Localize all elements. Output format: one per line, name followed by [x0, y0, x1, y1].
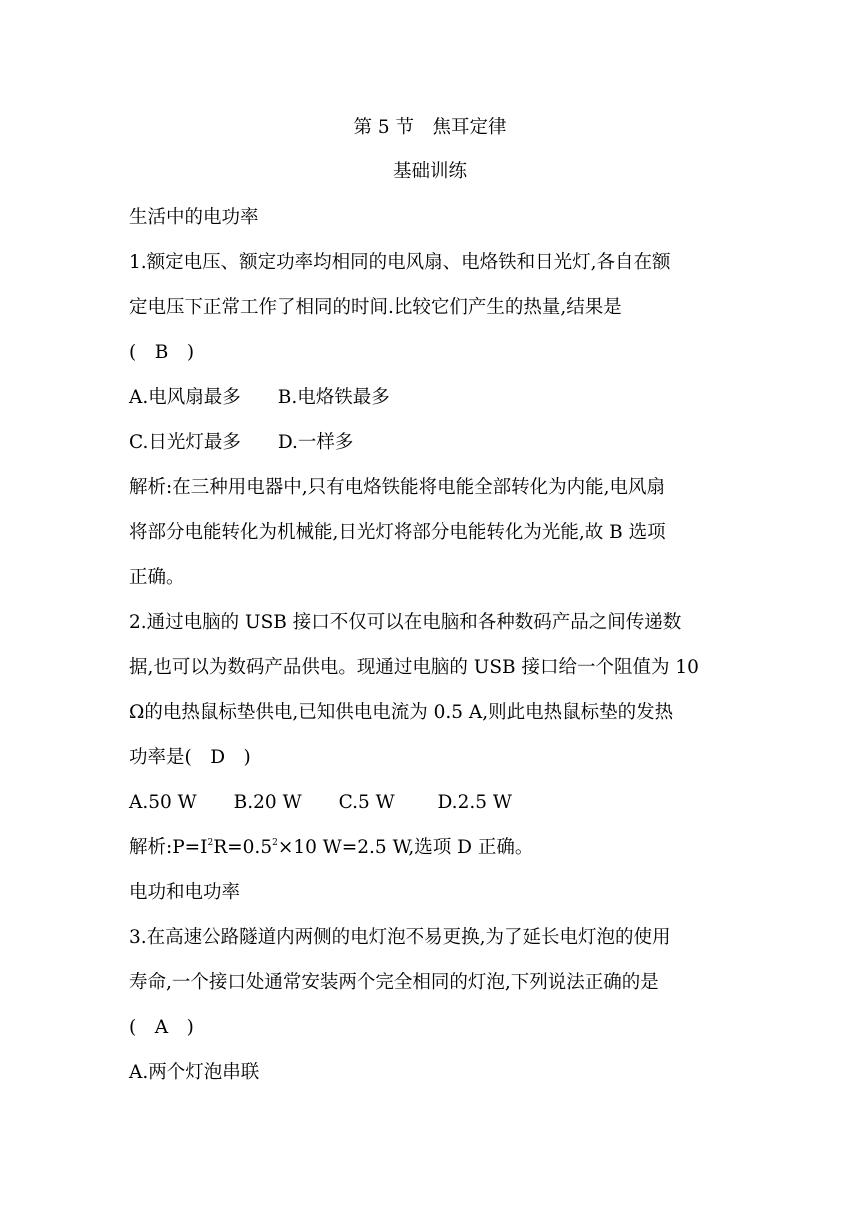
q1-text-line-2: 定电压下正常工作了相同的时间.比较它们产生的热量,结果是: [129, 297, 622, 318]
q1-options-row-1: A.电风扇最多 B.电烙铁最多: [129, 387, 390, 408]
q2-text-line-1: 2.通过电脑的 USB 接口不仅可以在电脑和各种数码产品之间传递数: [129, 612, 682, 633]
q3-option-a: A.两个灯泡串联: [129, 1062, 260, 1083]
q2-text-line-2: 据,也可以为数码产品供电。现通过电脑的 USB 接口给一个阻值为 10: [129, 657, 699, 678]
page-subtitle: 基础训练: [392, 161, 467, 182]
q1-options-row-2: C.日光灯最多 D.一样多: [129, 432, 354, 453]
q2-analysis: [129, 835, 533, 861]
q2-text-line-3: Ω的电热鼠标垫供电,已知供电电流为 0.5 A,则此电热鼠标垫的发热: [129, 702, 674, 723]
page-title: 第 5 节 焦耳定律: [353, 117, 507, 138]
q1-analysis-line-3: 正确。: [129, 567, 185, 588]
q2-analysis-part-2: R=0.5: [213, 837, 273, 858]
q2-text-line-4: 功率是( D ): [129, 747, 251, 768]
q3-text-line-1: 3.在高速公路隧道内两侧的电灯泡不易更换,为了延长电灯泡的使用: [129, 927, 671, 948]
section-heading-1: 生活中的电功率: [129, 207, 259, 228]
q2-analysis-part-3: ×10 W=2.5 W,选项 D 正确。: [277, 837, 534, 858]
q1-analysis-line-2: 将部分电能转化为机械能,日光灯将部分电能转化为光能,故 B 选项: [129, 522, 666, 543]
section-heading-2: 电功和电功率: [129, 882, 241, 903]
q1-text-line-1: 1.额定电压、额定功率均相同的电风扇、电烙铁和日光灯,各自在额: [129, 252, 671, 273]
q3-text-line-2: 寿命,一个接口处通常安装两个完全相同的灯泡,下列说法正确的是: [129, 972, 659, 993]
q1-analysis-line-1: 解析:在三种用电器中,只有电烙铁能将电能全部转化为内能,电风扇: [129, 477, 665, 498]
q2-analysis-part-1: 解析:P=I: [129, 837, 208, 858]
q1-answer: ( B ): [129, 342, 195, 363]
q3-answer: ( A ): [129, 1017, 194, 1038]
q2-analysis-exponent-1: 2: [207, 838, 214, 848]
q2-options: A.50 W B.20 W C.5 W D.2.5 W: [129, 792, 512, 813]
q2-analysis-exponent-2: 2: [272, 838, 278, 848]
